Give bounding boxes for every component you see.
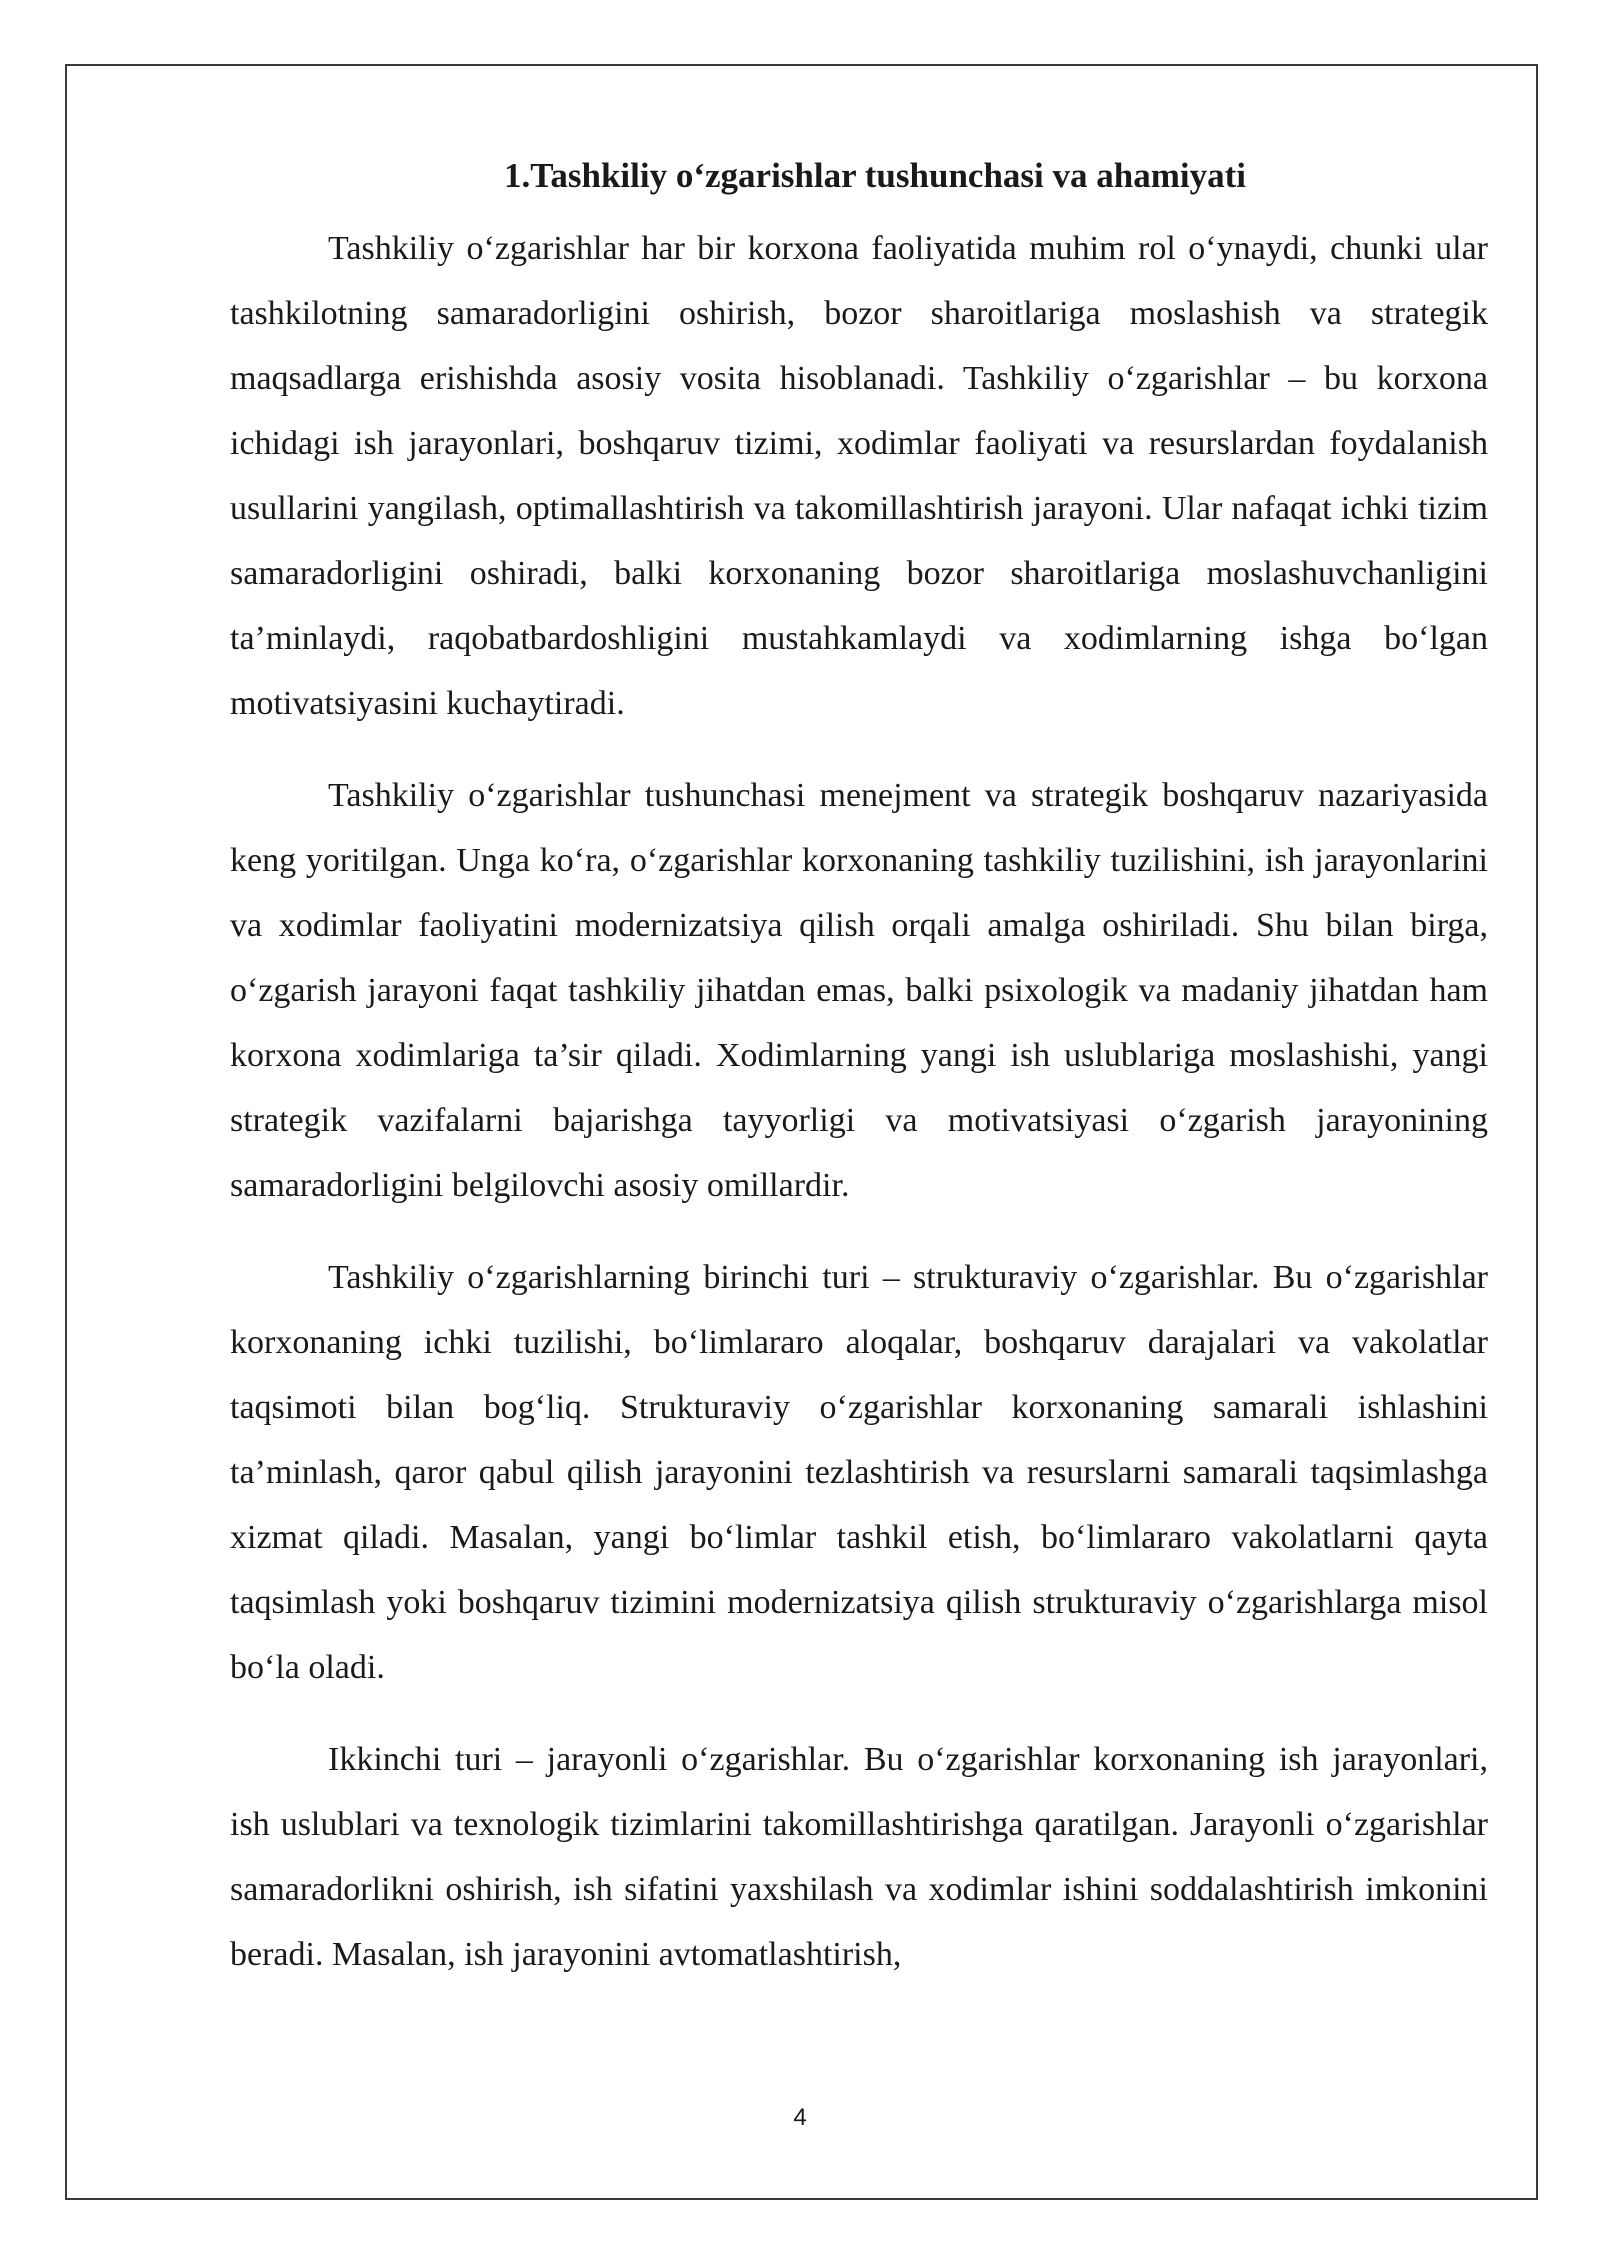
paragraph-3: Tashkiliy o‘zgarishlarning birinchi turi – strukturaviy o‘zgarishlar. Bu o‘zgarishlar korxonaning ichki tuzilishi, bo‘limlararo aloqalar, boshqaruv darajalari va vakolatlar taqsimoti bilan bog‘liq. Strukturaviy o‘zgarishlar korxonaning samarali ishlashini ta’minlash, qaror qabul qilish jarayonini tezlashtirish va resurslarni samarali taqsimlashga xizmat qiladi. Masalan, yangi bo‘limlar tashkil etish, bo‘limlararo vakolatlarni qayta taqsimlash yoki boshqaruv tizimini modernizatsiya qilish strukturaviy o‘zgarishlarga misol bo‘la oladi.: [230, 1259, 1488, 1686]
paragraph-4: Ikkinchi turi – jarayonli o‘zgarishlar. Bu o‘zgarishlar korxonaning ish jarayonlari, ish uslublari va texnologik tizimlarini takomillashtirishga qaratilgan. Jarayonli o‘zgarishlar samaradorlikni oshirish, ish sifatini yaxshilash va xodimlar ishini soddalashtirish imkonini beradi. Masalan, ish jarayonini avtomatlashtirish,: [230, 1741, 1488, 1973]
page-number: 4: [793, 2104, 807, 2131]
section-heading: 1.Tashkiliy o‘zgarishlar tushunchasi va ahamiyati: [504, 156, 1246, 195]
document-body: [230, 150, 1488, 2014]
paragraph-2: Tashkiliy o‘zgarishlar tushunchasi menejment va strategik boshqaruv nazariyasida keng yoritilgan. Unga ko‘ra, o‘zgarishlar korxonaning tashkiliy tuzilishini, ish jarayonlarini va xodimlar faoliyatini modernizatsiya qilish orqali amalga oshiriladi. Shu bilan birga, o‘zgarish jarayoni faqat tashkiliy jihatdan emas, balki psixologik va madaniy jihatdan ham korxona xodimlariga ta’sir qiladi. Xodimlarning yangi ish uslublariga moslashishi, yangi strategik vazifalarni bajarishga tayyorligi va motivatsiyasi o‘zgarish jarayonining samaradorligini belgilovchi asosiy omillardir.: [230, 777, 1488, 1204]
paragraph-1: Tashkiliy o‘zgarishlar har bir korxona faoliyatida muhim rol o‘ynaydi, chunki ular tashkilotning samaradorligini oshirish, bozor sharoitlariga moslashish va strategik maqsadlarga erishishda asosiy vosita hisoblanadi. Tashkiliy o‘zgarishlar – bu korxona ichidagi ish jarayonlari, boshqaruv tizimi, xodimlar faoliyati va resurslardan foydalanish usullarini yangilash, optimallashtirish va takomillashtirish jarayoni. Ular nafaqat ichki tizim samaradorligini oshiradi, balki korxonaning bozor sharoitlariga moslashuvchanligini ta’minlaydi, raqobatbardoshligini mustahkamlaydi va xodimlarning ishga bo‘lgan motivatsiyasini kuchaytiradi.: [230, 230, 1488, 722]
